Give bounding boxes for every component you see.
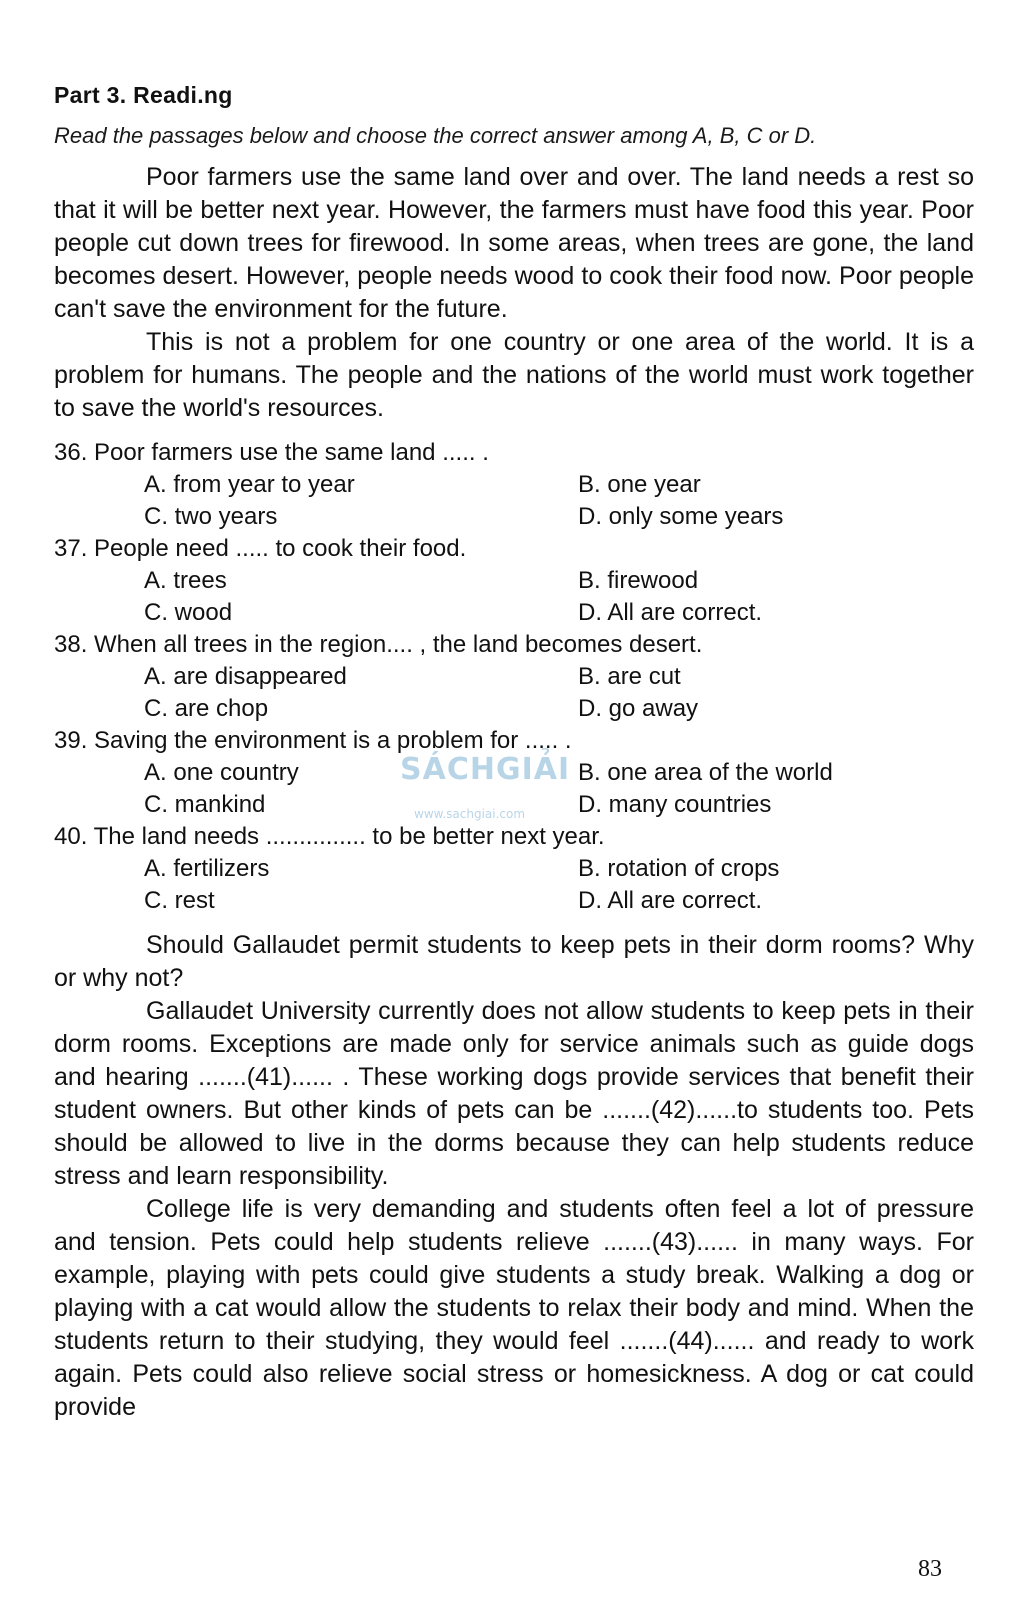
page-content (54, 82, 974, 1424)
option-a: A. from year to year (144, 471, 355, 498)
question-stem: 37. People need ..... to cook their food. (54, 535, 467, 562)
option-c: C. rest (144, 887, 215, 914)
option-d: D. only some years (578, 503, 784, 530)
option-b: B. are cut (578, 663, 681, 690)
passage-2 (54, 929, 974, 1424)
question-stem: 38. When all trees in the region.... , the land becomes desert. (54, 631, 703, 658)
question-stem: 40. The land needs ............... to be better next year. (54, 823, 605, 850)
option-b: B. firewood (578, 567, 699, 594)
option-a: A. are disappeared (144, 663, 347, 690)
watermark-logo: SÁCHGIẢI (400, 752, 571, 787)
option-a: A. fertilizers (144, 855, 270, 882)
instruction: Read the passages below and choose the correct answer among A, B, C or D. (54, 123, 817, 148)
question-40 (54, 821, 974, 917)
question-37 (54, 533, 974, 629)
option-c: C. wood (144, 599, 233, 626)
passage-1-paragraph-1: Poor farmers use the same land over and over. The land needs a rest so that it will be better next year. However, the farmers must have food this year. Poor people cut down trees for firewood. In some areas, when trees are gone, the land becomes desert. However, people needs wood to cook their food now. Poor people can't save the environment for the future. (54, 163, 974, 323)
option-d: D. All are correct. (578, 887, 763, 914)
question-list (54, 437, 974, 917)
option-d: D. All are correct. (578, 599, 763, 626)
passage-1 (54, 161, 974, 425)
question-36 (54, 437, 974, 533)
passage-2-paragraph-1: Should Gallaudet permit students to keep pets in their dorm rooms? Why or why not? (54, 931, 974, 992)
option-b: B. rotation of crops (578, 855, 780, 882)
watermark-url: www.sachgiai.com (414, 807, 526, 821)
option-b: B. one year (578, 471, 701, 498)
question-38 (54, 629, 974, 725)
option-a: A. trees (144, 567, 227, 594)
question-39 (54, 725, 974, 821)
page-number: 83 (918, 1556, 942, 1582)
passage-2-paragraph-3: College life is very demanding and students often feel a lot of pressure and tension. Pets could help students relieve .......(43)...... in many ways. For example, playing with pets could give students a study break. Walking a dog or playing with a cat would allow the students to relax their body and mind. When the students return to their studying, they would feel .......(44)...... and ready to work again. Pets could also relieve social stress or homesickness. A dog or cat could provide (54, 1195, 974, 1421)
option-d: D. go away (578, 695, 699, 722)
option-c: C. two years (144, 503, 278, 530)
option-d: D. many countries (578, 791, 772, 818)
option-c: C. are chop (144, 695, 269, 722)
option-a: A. one country (144, 759, 299, 786)
option-b: B. one area of the world (578, 759, 833, 786)
passage-2-paragraph-2: Gallaudet University currently does not allow students to keep pets in their dorm rooms. Exceptions are made only for service animals such as guide dogs and hearing .......(41)...... . These working dogs provide services that benefit their student owners. But other kinds of pets can be .......(42)......to students too. Pets should be allowed to live in the dorms because they can help students reduce stress and learn responsibility. (54, 997, 974, 1190)
question-stem: 36. Poor farmers use the same land ..... . (54, 439, 489, 466)
passage-1-paragraph-2: This is not a problem for one country or one area of the world. It is a problem for humans. The people and the nations of the world must work together to save the world's resources. (54, 328, 974, 422)
question-stem: 39. Saving the environment is a problem for ..... . (54, 727, 572, 754)
part-title: Part 3. Readi.ng (54, 82, 233, 108)
option-c: C. mankind (144, 791, 266, 818)
